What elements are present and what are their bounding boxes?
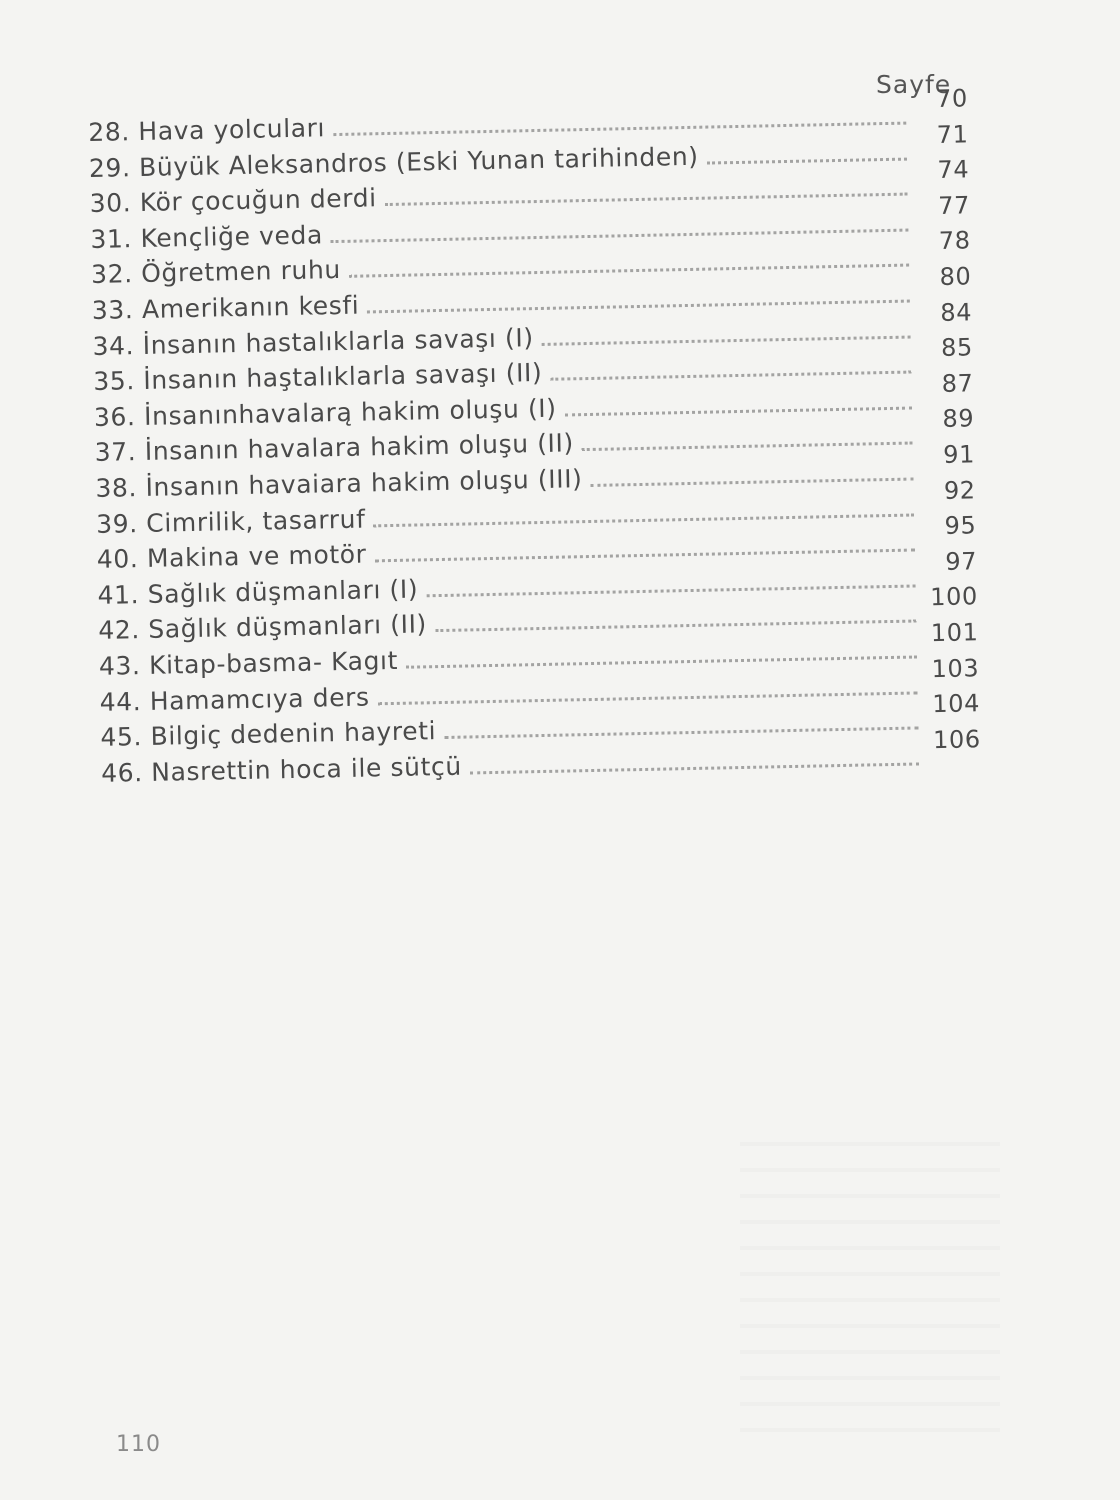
toc-leader-dots [707,156,907,164]
toc-leader-dots [565,405,912,416]
toc-leader-dots [333,121,906,137]
page-column-header: Sayfe [876,70,952,99]
toc-leader-dots [374,512,915,527]
toc-entry-page: 89 [942,404,975,434]
toc-leader-dots [426,583,915,597]
page-number: 110 [116,1432,161,1457]
toc-entry-title: 36. İnsanınhavalarą hakim oluşu (I) [93,393,557,432]
toc-entry-page: 84 [940,297,973,327]
toc-leader-dots [591,476,914,486]
toc-leader-dots [331,227,908,243]
toc-entry-title: 42. Sağlık düşmanları (II) [98,609,428,646]
toc-entry-page: 97 [945,546,978,576]
toc-leader-dots [367,299,910,314]
toc-leader-dots [375,548,915,563]
toc-leader-dots [385,192,908,206]
toc-entry-title: 38. İnsanın havaiara hakim oluşu (III) [95,464,583,503]
toc-entry-page: 74 [937,155,970,185]
toc-entry-page: 101 [930,618,979,648]
toc-entry-page: 95 [944,511,977,541]
toc-entry-page: 71 [936,119,969,149]
toc-entry-page: 92 [943,475,976,505]
toc-entry-title: 41. Sağlık düşmanları (I) [97,574,419,610]
toc-entry-page: 87 [941,369,974,398]
toc-leader-dots [378,690,918,705]
toc-entry-page: 78 [938,226,971,256]
toc-entry-page: 106 [932,724,981,754]
toc-leader-dots [582,441,913,452]
toc-entry-title: 39. Cimrilik, tasarruf [95,504,366,539]
toc-leader-dots [435,619,916,633]
toc-entry-page: 70 [935,84,969,113]
toc-entry-title: 28. Hava yolcuları [88,113,326,147]
toc-entry-page: 85 [940,333,974,363]
toc-entry-title: 40. Makina ve motör [96,539,367,575]
toc-leader-dots [349,263,909,278]
toc-leader-dots [470,761,919,774]
toc-entry-page: 91 [942,440,976,469]
toc-leader-dots [550,370,911,381]
toc-entry-title: 34. İnsanın hastalıklarla savaşı (I) [92,322,534,361]
toc-entry-title: 35. İnsanın haştalıklarla savaşı (II) [93,358,543,397]
toc-entry-page: 104 [932,689,981,719]
toc-entry-page: 80 [939,262,972,291]
bleed-through-shadow [740,1120,1000,1440]
toc-leader-dots [444,726,918,740]
toc-entry-title: 32. Öğretmen ruhu [90,255,342,290]
toc-leader-dots [406,654,917,668]
toc-entry-title: 29. Büyük Aleksandros (Eski Yunan tarihinden) [88,141,699,183]
toc-entry-title: 30. Kör çocuğun derdi [89,183,377,219]
toc-entry-title: 33. Amerikanın kesfi [91,290,360,325]
toc-entry-page: 77 [937,191,971,220]
toc-entry-title: 37. İnsanın havalara hakim oluşu (II) [94,428,575,468]
toc-entry-title: 31. Kençliğe veda [90,220,324,254]
toc-entry-title: 46. Nasrettin hoca ile sütçü [100,751,463,788]
toc-entry-page: 103 [931,653,980,683]
toc-entry-title: 44. Hamamcıya ders [99,681,370,717]
toc-entry-page: 100 [929,582,979,612]
toc-leader-dots [542,334,911,345]
toc-entry-title: 45. Bilgiç dedenin hayreti [100,716,437,752]
toc-entry-title: 43. Kitap-basma- Kagıt [98,645,399,681]
